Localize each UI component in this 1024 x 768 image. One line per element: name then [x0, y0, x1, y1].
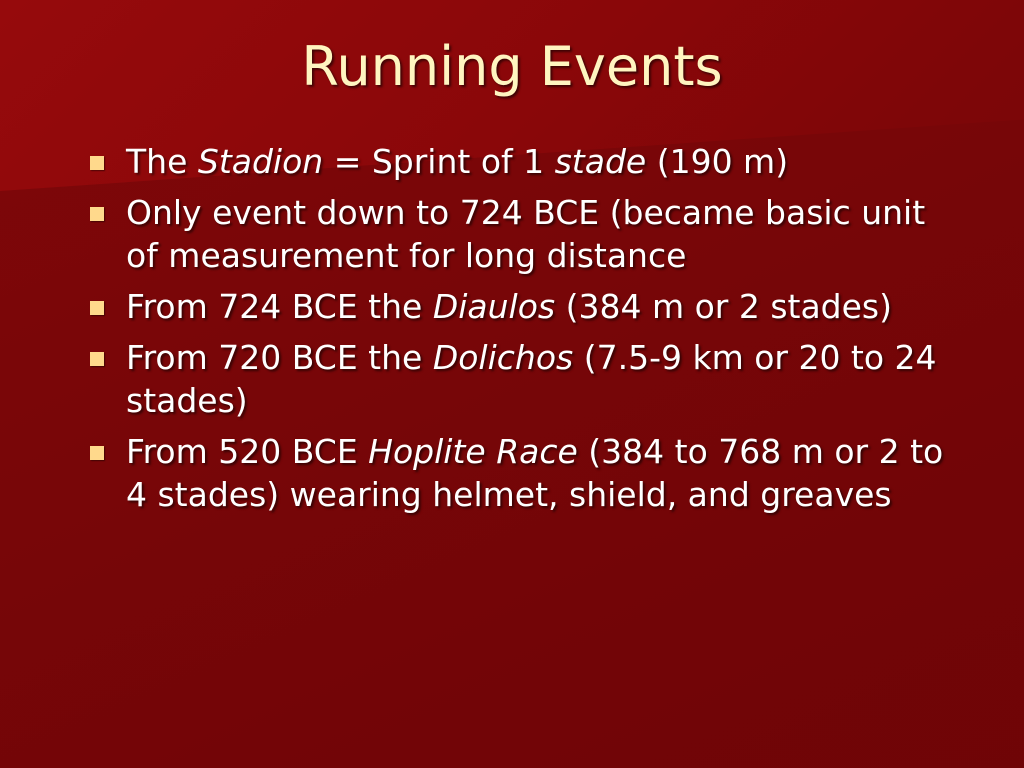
bullet-text-part: (7.5-9 km or 20 to 24 stades): [126, 338, 937, 420]
bullet-text-italic: Dolichos: [432, 338, 574, 377]
square-bullet-icon: [90, 156, 104, 170]
bullet-item: [90, 140, 950, 183]
square-bullet-icon: [90, 207, 104, 221]
bullet-item: [90, 336, 950, 422]
bullet-item: [90, 285, 950, 328]
bullet-item: [90, 430, 950, 516]
square-bullet-icon: [90, 446, 104, 460]
bullet-text-italic: Diaulos: [432, 287, 556, 326]
square-bullet-icon: [90, 352, 104, 366]
bullet-text-part: The: [126, 142, 198, 181]
bullet-text-italic: Hoplite Race: [368, 432, 578, 471]
bullet-text-part: From 720 BCE the: [126, 338, 433, 377]
bullet-text-part: Only event down to 724 BCE (became basic unit of measurement for long distance: [126, 193, 926, 275]
square-bullet-icon: [90, 301, 104, 315]
bullet-text-part: From 724 BCE the: [126, 287, 433, 326]
bullet-list: [90, 140, 950, 524]
bullet-text-part: From 520 BCE: [126, 432, 369, 471]
bullet-text-part: (384 m or 2 stades): [555, 287, 892, 326]
bullet-text-italic: Stadion: [197, 142, 324, 181]
bullet-item: [90, 191, 950, 277]
bullet-text-part: (384 to 768 m or 2 to 4 stades) wearing helmet, shield, and greaves: [126, 432, 944, 514]
bullet-text-part: (190 m): [646, 142, 789, 181]
bullet-text-part: = Sprint of 1: [323, 142, 555, 181]
bullet-text-italic: stade: [554, 142, 647, 181]
slide-title: Running Events: [301, 35, 723, 98]
